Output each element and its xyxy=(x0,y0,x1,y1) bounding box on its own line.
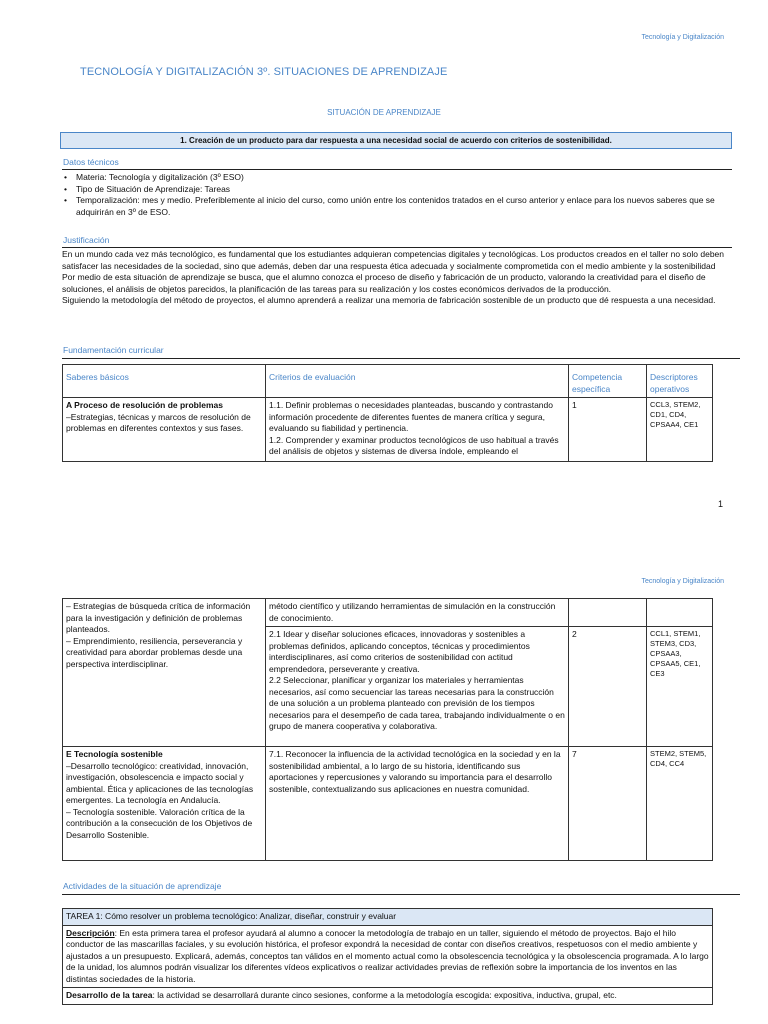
table-row xyxy=(63,599,713,627)
saber-title: E Tecnología sostenible xyxy=(66,749,163,759)
competencia-cell: 7 xyxy=(569,747,647,861)
paragraph: Por medio de esta situación de aprendizaje se busca, que el alumno conozca el proceso de diseño y fabricación de un producto, valorando la creatividad para el diseño de soluciones, el análisis de objetos parecidos, la planificación de las tareas para su realización y los costes económicos derivados de la producción. xyxy=(62,272,706,294)
saber-text: – Estrategias de búsqueda crítica de información para la investigación y definición de problemas planteados. xyxy=(66,601,251,634)
descriptores-cell: CCL3, STEM2, CD1, CD4, CPSAA4, CE1 xyxy=(647,398,713,462)
criterio-cell xyxy=(266,627,569,747)
list-item: • Materia: Tecnología y digitalización (3º ESO) xyxy=(62,172,722,184)
column-header: Descriptores operativos xyxy=(647,365,713,398)
table-header-row xyxy=(63,365,713,398)
competencia-cell: 2 xyxy=(569,627,647,747)
page-2 xyxy=(0,560,768,1024)
table-row xyxy=(63,398,713,462)
section-rule xyxy=(62,169,732,170)
descriptores-cell: CCL1, STEM1, STEM3, CD3, CPSAA3, CPSAA5, CE1, CE3 xyxy=(647,627,713,747)
task-development-row xyxy=(63,988,713,1005)
descriptores-cell xyxy=(647,599,713,627)
description-label: Descripción xyxy=(66,927,115,938)
description-text: : En esta primera tarea el profesor ayudará al alumno a conocer la metodología de trabajo en un taller, siguiendo el método de proyectos. Bajo el hilo conductor de las mascarillas faciales, y su evolución histórica, el profesor expondrá la necesidad de contar con diseños creativos, respetuosos con el medio ambiente y ajustados a un presupuesto. Explicará, además, conceptos tan válidos en el momento actual como la obsolescencia tecnológica y la obsolescencia programada. A lo largo de la unidad, los alumnos podrán visualizar los diferentes vídeos explicativos o realizar actividades previas de reflexión sobre la importancia de los inventos en las distintas sociedades de la historia. xyxy=(66,927,709,984)
saber-title: A Proceso de resolución de problemas xyxy=(66,400,223,410)
running-header: Tecnología y Digitalización xyxy=(641,34,724,41)
criterio-text: 1.2. Comprender y examinar productos tecnológicos de uso habitual a través del análisis de objetos y sistemas de diversa índole, empleando el xyxy=(269,434,559,456)
criterio-text: 2.2 Seleccionar, planificar y organizar los materiales y herramientas necesarios, así como secuenciar las tareas necesarias para la construcción de una solución a un problema planteado con previsión de los tiempos necesarios para el desempeño de cada tarea, trabajando individualmente o en grupo de manera cooperativa y colaborativa. xyxy=(269,675,565,731)
saber-text: – Emprendimiento, resiliencia, perseverancia y creatividad para abordar problemas desde una perspectiva interdisciplinar. xyxy=(66,635,243,669)
section-rule xyxy=(62,247,732,248)
curriculum-table xyxy=(62,364,713,462)
column-header: Competencia específica xyxy=(569,365,647,398)
page-number: 1 xyxy=(718,499,724,509)
saber-text: – Tecnología sostenible. Valoración crítica de la contribución a la consecución de los Objetivos de Desarrollo Sostenible. xyxy=(66,806,253,840)
task-description-cell xyxy=(63,925,713,988)
situation-title-box: 1. Creación de un producto para dar respuesta a una necesidad social de acuerdo con criterios de sostenibilidad. xyxy=(60,132,732,149)
column-header: Saberes básicos xyxy=(63,365,266,398)
descriptores-cell: STEM2, STEM5, CD4, CC4 xyxy=(647,747,713,861)
criterio-text: 2.1 Idear y diseñar soluciones eficaces, innovadoras y sostenibles a problemas definidos, aplicando conceptos, técnicas y procedimientos interdisciplinares, así como criterios de sostenibilidad con actitud emprendedora, perseverante y creativa. xyxy=(269,629,530,674)
justificacion-text xyxy=(62,249,728,307)
datos-tecnicos-list xyxy=(62,172,722,218)
paragraph: Siguiendo la metodología del método de proyectos, el alumno aprenderá a realizar una memoria de fabricación sostenible de un producto que dé respuesta a una necesidad. xyxy=(62,295,716,305)
task-description-row xyxy=(63,925,713,988)
document-title: TECNOLOGÍA Y DIGITALIZACIÓN 3º. SITUACIONES DE APRENDIZAJE xyxy=(80,66,448,78)
curriculum-table-continued xyxy=(62,598,713,861)
saber-cell xyxy=(63,398,266,462)
fundamentacion-heading: Fundamentación curricular xyxy=(63,345,164,355)
running-header: Tecnología y Digitalización xyxy=(641,578,724,585)
column-header: Criterios de evaluación xyxy=(266,365,569,398)
task-header-row xyxy=(63,909,713,926)
paragraph: En un mundo cada vez más tecnológico, es fundamental que los estudiantes adquieran competencias digitales y tecnológicas. Los productos creados en el taller no solo deben satisfacer las necesidades de la sociedad, sino que además, deben dar una respuesta ética adecuada y socialmente comprometida con el medio ambiente y la sostenibilidad xyxy=(62,249,724,271)
section-rule xyxy=(62,358,740,359)
task-title: TAREA 1: Cómo resolver un problema tecnológico: Analizar, diseñar, construir y evaluar xyxy=(63,909,713,926)
saber-cell xyxy=(63,599,266,747)
task-table xyxy=(62,908,713,1005)
list-item: • Tipo de Situación de Aprendizaje: Tareas xyxy=(62,184,722,196)
section-rule xyxy=(62,894,740,895)
criterio-cell: método científico y utilizando herramientas de simulación en la construcción de conocimiento. xyxy=(266,599,569,627)
task-development-cell xyxy=(63,988,713,1005)
justificacion-heading: Justificación xyxy=(63,235,110,245)
situation-label: SITUACIÓN DE APRENDIZAJE xyxy=(327,108,441,117)
saber-cell xyxy=(63,747,266,861)
actividades-heading: Actividades de la situación de aprendizaje xyxy=(63,881,222,891)
table-row xyxy=(63,747,713,861)
saber-text: –Estrategias, técnicas y marcos de resolución de problemas en diferentes contextos y sus fases. xyxy=(66,411,251,433)
competencia-cell: 1 xyxy=(569,398,647,462)
saber-text: –Desarrollo tecnológico: creatividad, innovación, investigación, obsolescencia e impacto social y ambiental. Ética y aplicaciones de las tecnologías emergentes. La tecnología en Andalucía. xyxy=(66,760,254,805)
development-label: Desarrollo de la tarea xyxy=(66,990,153,1000)
criterio-cell xyxy=(266,398,569,462)
competencia-cell xyxy=(569,599,647,627)
development-text: : la actividad se desarrollará durante cinco sesiones, conforme a la metodología escogida: expositiva, inductiva, grupal, etc. xyxy=(152,990,617,1000)
list-item: • Temporalización: mes y medio. Preferiblemente al inicio del curso, como unión entre los contenidos tratados en el curso anterior y enlace para los nuevos saberes que se adquirirán en 3º de ESO. xyxy=(62,195,722,218)
datos-tecnicos-heading: Datos técnicos xyxy=(63,157,119,167)
criterio-cell: 7.1. Reconocer la influencia de la actividad tecnológica en la sociedad y en la sostenibilidad ambiental, a lo largo de su historia, identificando sus aportaciones y repercusiones y valorando su importancia para el desarrollo sostenible, contextualizando sus aplicaciones en nuestra comunidad. xyxy=(266,747,569,861)
criterio-text: 1.1. Definir problemas o necesidades planteadas, buscando y contrastando información procedente de diferentes fuentes de manera crítica y segura, evaluando su fiabilidad y pertinencia. xyxy=(269,400,553,433)
